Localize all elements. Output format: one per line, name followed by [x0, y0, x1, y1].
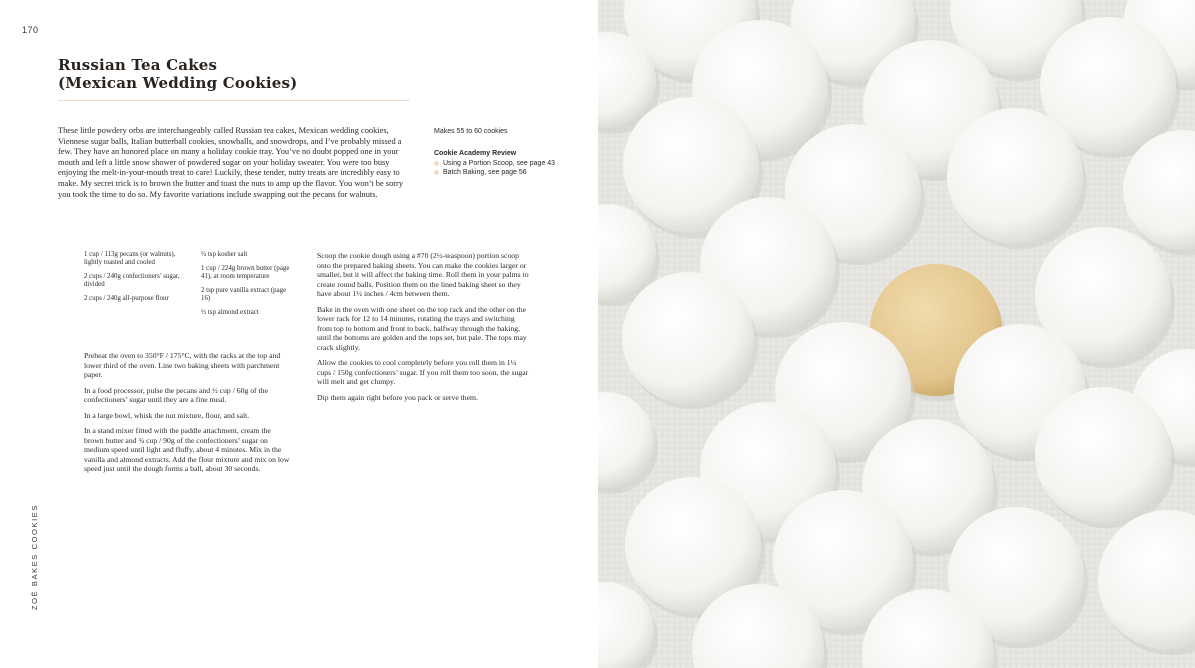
ingredient: 2 cups / 240g all-purpose flour	[84, 295, 169, 303]
recipe-yield: Makes 55 to 60 cookies	[434, 128, 508, 135]
method-step: In a food processor, pulse the pecans and ½ cup / 60g of the confectioners’ sugar until they are a fine meal.	[84, 385, 268, 404]
ingredient: 1 cup / 113g pecans (or walnuts), lightly toasted and cooled	[84, 251, 176, 267]
method-step: Allow the cookies to cool completely before you roll them in 1¼ cups / 150g confectioners’ sugar. If you roll them too soon, the sugar will melt and get clumpy.	[317, 358, 529, 386]
recipe-title	[58, 56, 297, 92]
review-item-text: Batch Baking, see page 56	[443, 169, 527, 176]
method-step: In a stand mixer fitted with the paddle attachment, cream the brown butter and ¾ cup / 90g of the confectioners’ sugar on medium speed until light and fluffy, about 4 minutes. Mix in the vanilla and almond extracts. Add the flour mixture and mix on low speed just until the dough forms a ball, about 30 seconds.	[84, 426, 290, 473]
ingredient: ½ tsp almond extract	[201, 309, 259, 317]
method-step: In a large bowl, whisk the nut mixture, flour, and salt.	[84, 410, 250, 420]
ingredient: 2 tsp pure vanilla extract (page 16)	[201, 287, 287, 303]
ingredient: 2 cups / 240g confectioners’ sugar, divided	[84, 273, 180, 289]
recipe-title-line1: Russian Tea Cakes	[58, 56, 218, 74]
ingredient: ½ tsp kosher salt	[201, 251, 248, 258]
review-item	[434, 159, 564, 168]
recipe-sidebar	[434, 127, 564, 177]
running-head: ZOË BAKES COOKIES	[30, 504, 39, 610]
method-step: Preheat the oven to 350°F / 175°C, with the racks at the top and lower third of the oven. Line two baking sheets with parchment paper.	[84, 351, 281, 379]
sugared-cookie	[947, 108, 1083, 244]
method-step: Dip them again right before you pack or serve them.	[317, 392, 478, 402]
recipe-title-line2: (Mexican Wedding Cookies)	[58, 74, 298, 92]
ingredients-column-1	[84, 251, 180, 309]
review-title: Cookie Academy Review	[434, 150, 517, 157]
bullet-dot-icon	[434, 161, 439, 166]
ingredients-column-2	[201, 251, 297, 324]
review-item	[434, 168, 564, 177]
method-column-left	[84, 351, 292, 480]
page-number: 170	[22, 25, 39, 35]
sugared-cookie	[622, 272, 754, 404]
title-divider	[58, 100, 410, 101]
method-column-right	[317, 251, 529, 408]
cookie-photo	[598, 0, 1195, 668]
review-item-text: Using a Portion Scoop, see page 43	[443, 160, 556, 167]
cookie-photo-illustration	[598, 0, 1195, 668]
bullet-dot-icon	[434, 170, 439, 175]
sugared-cookie	[1035, 387, 1171, 523]
review-list	[434, 159, 564, 177]
method-step: Scoop the cookie dough using a #70 (2½-teaspoon) portion scoop onto the prepared baking sheets. You can make the cookies larger or smaller, but it will affect the baking time. Roll them in your palms to create round balls. Position them on the lined baking sheet so they have about 1½ inches / 4cm between them.	[317, 251, 529, 298]
method-step: Bake in the oven with one sheet on the top rack and the other on the lower rack for 12 to 14 minutes, rotating the trays and switching from top to bottom and front to back, halfway through the baking, until the bottoms are golden and the tops set, but pale. The tops may crack slightly.	[317, 304, 527, 352]
ingredient: 1 cup / 224g brown butter (page 41), at room temperature	[201, 265, 290, 281]
recipe-intro: These little powdery orbs are interchangeably called Russian tea cakes, Mexican wedding cookies, Viennese sugar balls, Italian butterball cookies, snowballs, and snowdrops, and I’ve probably missed a few. They have an honored place on many a holiday cookie tray. You’ve no doubt popped one in your mouth and left a little snow shower of powdered sugar on your holiday sweater. You were too busy enjoying the melt-in-your-mouth treat to care! Luckily, these tender, nutty treats are incredibly easy to make. My secret trick is to brown the butter and toast the nuts to amp up the flavor. You won’t be sorry you took the time to do so. My favorite variations include swapping out the pecans for walnuts.	[58, 126, 404, 199]
